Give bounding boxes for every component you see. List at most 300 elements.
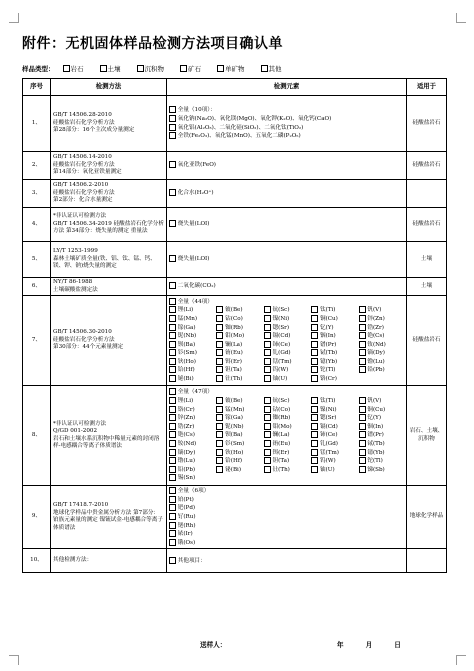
- checkbox-icon[interactable]: [169, 496, 176, 503]
- sample-type-option[interactable]: 单矿物: [217, 64, 245, 73]
- table-row: [23, 386, 447, 486]
- element-label: 铑(Rh): [176, 522, 196, 529]
- element-option[interactable]: [169, 557, 404, 566]
- applies-cell: 硅酸盐岩石: [407, 96, 447, 152]
- element-option[interactable]: [169, 474, 214, 483]
- element-label: 铯(Cs): [176, 432, 195, 439]
- element-option[interactable]: [311, 375, 356, 384]
- month-label: 月: [365, 641, 373, 649]
- checkbox-icon[interactable]: [169, 161, 176, 168]
- element-option[interactable]: [311, 349, 356, 358]
- checkbox-icon[interactable]: [169, 282, 176, 289]
- checkbox-icon[interactable]: [359, 466, 366, 473]
- checkbox-icon[interactable]: [264, 466, 271, 473]
- element-option[interactable]: [169, 220, 404, 229]
- checkbox-icon[interactable]: [359, 358, 366, 365]
- element-label: 钨(W): [270, 367, 289, 374]
- element-option[interactable]: [264, 431, 309, 440]
- checkbox-icon[interactable]: [264, 440, 271, 447]
- element-option[interactable]: [169, 449, 214, 458]
- element-option[interactable]: [216, 423, 261, 432]
- sample-type-option[interactable]: 其他: [261, 64, 282, 73]
- element-option[interactable]: [216, 440, 261, 449]
- checkbox-icon[interactable]: [180, 65, 187, 72]
- element-option[interactable]: [216, 466, 261, 475]
- element-label: 钇(Y): [318, 324, 334, 331]
- element-option[interactable]: [359, 449, 404, 458]
- applies-cell: 硅酸盐岩石: [407, 152, 447, 180]
- element-option[interactable]: [359, 457, 404, 466]
- checkbox-icon[interactable]: [264, 414, 271, 421]
- element-option[interactable]: [169, 282, 404, 291]
- element-option[interactable]: [169, 466, 214, 475]
- element-label: 钕(Nd): [176, 440, 197, 447]
- element-label: 铂(Pt): [176, 496, 194, 503]
- element-option[interactable]: [216, 315, 261, 324]
- checkbox-icon[interactable]: [359, 431, 366, 438]
- checkbox-icon[interactable]: [359, 349, 366, 356]
- checkbox-icon[interactable]: [169, 349, 176, 356]
- element-option[interactable]: [169, 423, 214, 432]
- element-label: 铋(Bi): [223, 466, 242, 473]
- element-label: 镝(Dy): [176, 449, 196, 456]
- element-option[interactable]: [169, 189, 404, 198]
- element-label: 铕(Eu): [270, 440, 291, 447]
- element-option[interactable]: [264, 406, 309, 415]
- crop-mark-top-left: [9, 13, 19, 23]
- element-option[interactable]: [169, 106, 404, 115]
- element-label: 铀(U): [318, 466, 335, 473]
- element-option[interactable]: [359, 341, 404, 350]
- element-option[interactable]: [359, 414, 404, 423]
- element-option[interactable]: [169, 530, 404, 539]
- checkbox-icon[interactable]: [264, 324, 271, 331]
- sample-type-option[interactable]: 土壤: [100, 64, 121, 73]
- element-option[interactable]: [216, 349, 261, 358]
- element-option[interactable]: [169, 487, 404, 496]
- element-option[interactable]: [169, 341, 214, 350]
- applies-cell: 地球化学样品: [407, 486, 447, 549]
- element-option[interactable]: [169, 496, 404, 505]
- checkbox-icon[interactable]: [169, 414, 176, 421]
- element-label: 二氧化碳(CO₂): [176, 283, 216, 290]
- checkbox-icon[interactable]: [169, 115, 176, 122]
- method-line: 岩石和土壤水系沉积物中稀量元素的封闭溶样-电感耦合等离子体质谱法: [53, 435, 160, 450]
- checkbox-icon[interactable]: [169, 315, 176, 322]
- element-option[interactable]: [216, 332, 261, 341]
- element-option[interactable]: [169, 306, 214, 315]
- element-option[interactable]: [311, 397, 356, 406]
- date-fields: [337, 639, 401, 649]
- element-option[interactable]: [216, 449, 261, 458]
- element-label: 锌(Zn): [176, 415, 196, 422]
- checkbox-icon[interactable]: [264, 449, 271, 456]
- elements-cell: [167, 549, 407, 573]
- checkbox-icon[interactable]: [264, 358, 271, 365]
- element-option[interactable]: [169, 414, 214, 423]
- checkbox-icon[interactable]: [169, 457, 176, 464]
- element-option[interactable]: [359, 315, 404, 324]
- checkbox-icon[interactable]: [169, 341, 176, 348]
- method-line: 土壤碳酸盐测定法: [53, 286, 98, 293]
- applies-cell: [407, 180, 447, 208]
- element-label: 钪(Sc): [270, 307, 290, 314]
- elements-cell: [167, 152, 407, 180]
- method-line: 硅酸盐岩石化学分析方法: [53, 189, 115, 196]
- checkbox-icon[interactable]: [359, 406, 366, 413]
- element-label: 铬(Cr): [176, 406, 195, 413]
- element-option[interactable]: [169, 255, 404, 264]
- checkbox-icon[interactable]: [169, 397, 176, 404]
- checkbox-icon[interactable]: [169, 189, 176, 196]
- element-option[interactable]: [359, 406, 404, 415]
- element-option[interactable]: [359, 358, 404, 367]
- element-label: 铬(Cr): [318, 376, 337, 383]
- element-option[interactable]: [264, 366, 309, 375]
- checkbox-icon[interactable]: [63, 65, 70, 72]
- method-cell: [51, 96, 167, 152]
- element-label: 铍(Be): [223, 307, 243, 314]
- year-label: 年: [337, 641, 344, 649]
- row-number: 8、: [23, 386, 51, 486]
- element-option[interactable]: [311, 431, 356, 440]
- element-option[interactable]: [264, 466, 309, 475]
- elements-cell: [167, 96, 407, 152]
- method-cell: [51, 386, 167, 486]
- element-option[interactable]: [359, 440, 404, 449]
- checkbox-icon[interactable]: [264, 397, 271, 404]
- element-option[interactable]: [169, 124, 404, 133]
- checkbox-icon[interactable]: [169, 124, 176, 131]
- method-cell: [51, 549, 167, 573]
- element-label: 全量（47项）: [176, 389, 213, 396]
- checkbox-icon[interactable]: [359, 306, 366, 313]
- element-label: 全量（10项）：: [176, 107, 216, 114]
- method-line: NY/T 86-1988: [53, 279, 93, 285]
- element-label: 钌(Ru): [176, 513, 196, 520]
- element-option[interactable]: [264, 423, 309, 432]
- element-option[interactable]: [169, 406, 214, 415]
- checkbox-icon[interactable]: [359, 341, 366, 348]
- element-option[interactable]: [169, 324, 214, 333]
- element-label: 镱(Yb): [365, 449, 385, 456]
- checkbox-icon[interactable]: [169, 504, 176, 511]
- element-label: 镧(La): [270, 432, 290, 439]
- element-option[interactable]: [359, 423, 404, 432]
- element-label: 铷(Rb): [270, 415, 291, 422]
- element-option[interactable]: [216, 397, 261, 406]
- element-option[interactable]: [264, 414, 309, 423]
- element-option[interactable]: [216, 414, 261, 423]
- checkbox-icon[interactable]: [359, 397, 366, 404]
- element-label: 锶(Sr): [270, 324, 290, 331]
- method-line: 硅酸盐岩石化学分析方法: [53, 161, 115, 168]
- element-option[interactable]: [216, 431, 261, 440]
- method-cell: [51, 242, 167, 278]
- element-option[interactable]: [311, 457, 356, 466]
- element-label: 铽(Tb): [318, 350, 338, 357]
- checkbox-icon[interactable]: [169, 324, 176, 331]
- element-option[interactable]: [169, 457, 214, 466]
- checkbox-icon[interactable]: [264, 423, 271, 430]
- checkbox-icon[interactable]: [169, 557, 176, 564]
- element-option[interactable]: [311, 341, 356, 350]
- method-line: *非认证认可检测方法: [53, 420, 107, 427]
- header-applies: 适用于: [407, 79, 447, 96]
- element-option[interactable]: [169, 397, 214, 406]
- elements-cell: [167, 296, 407, 386]
- element-label: 镉(Cd): [318, 423, 338, 430]
- element-label: 锂(Li): [176, 398, 194, 405]
- day-label: 日: [394, 641, 401, 649]
- element-label: 钽(Ta): [223, 367, 242, 374]
- checkbox-icon[interactable]: [359, 366, 366, 373]
- element-option[interactable]: [359, 431, 404, 440]
- checkbox-icon[interactable]: [169, 431, 176, 438]
- element-option[interactable]: [169, 504, 404, 513]
- element-option[interactable]: [169, 513, 404, 522]
- element-option[interactable]: [169, 298, 404, 307]
- element-option[interactable]: [311, 324, 356, 333]
- element-option[interactable]: [359, 466, 404, 475]
- element-option[interactable]: [169, 522, 404, 531]
- element-option[interactable]: [264, 306, 309, 315]
- sample-type-option[interactable]: 岩石: [63, 64, 84, 73]
- element-label: 镍(Ni): [318, 406, 337, 413]
- element-label: 锇(Os): [176, 539, 196, 546]
- checkbox-icon[interactable]: [169, 513, 176, 520]
- element-option[interactable]: [359, 349, 404, 358]
- element-label: 钽(Ta): [270, 458, 290, 465]
- element-option[interactable]: [311, 423, 356, 432]
- checkbox-icon[interactable]: [264, 457, 271, 464]
- checkbox-icon[interactable]: [169, 522, 176, 529]
- row-number: 10、: [23, 549, 51, 573]
- checkbox-icon[interactable]: [359, 457, 366, 464]
- crop-mark-top-right: [456, 13, 466, 23]
- checkbox-icon[interactable]: [169, 332, 176, 339]
- checkbox-icon[interactable]: [169, 423, 176, 430]
- checkbox-icon[interactable]: [359, 423, 366, 430]
- element-option[interactable]: [264, 397, 309, 406]
- row-number: 1、: [23, 96, 51, 152]
- checkbox-icon[interactable]: [169, 358, 176, 365]
- element-label: 烧失量(LOI): [176, 221, 210, 228]
- element-option[interactable]: [311, 449, 356, 458]
- element-option[interactable]: [264, 332, 309, 341]
- checkbox-icon[interactable]: [169, 440, 176, 447]
- element-label: 钬(Ho): [176, 358, 196, 365]
- checkbox-icon[interactable]: [169, 487, 176, 494]
- element-option[interactable]: [311, 466, 356, 475]
- checkbox-icon[interactable]: [169, 306, 176, 313]
- checkbox-icon[interactable]: [169, 255, 176, 262]
- element-option[interactable]: [169, 358, 214, 367]
- element-option[interactable]: [264, 358, 309, 367]
- checkbox-icon[interactable]: [264, 332, 271, 339]
- checkbox-icon[interactable]: [169, 132, 176, 139]
- checkbox-icon[interactable]: [100, 65, 107, 72]
- checkbox-icon[interactable]: [264, 315, 271, 322]
- checkbox-icon[interactable]: [359, 324, 366, 331]
- elements-cell: [167, 486, 407, 549]
- element-grid: [169, 306, 404, 383]
- checkbox-icon[interactable]: [169, 406, 176, 413]
- elements-cell: [167, 180, 407, 208]
- checkbox-icon[interactable]: [264, 366, 271, 373]
- element-option[interactable]: [264, 324, 309, 333]
- checkbox-icon[interactable]: [169, 106, 176, 113]
- element-option[interactable]: [311, 358, 356, 367]
- method-cell: [51, 296, 167, 386]
- element-option[interactable]: [359, 397, 404, 406]
- element-option[interactable]: [169, 539, 404, 548]
- element-option[interactable]: [264, 341, 309, 350]
- element-option[interactable]: [216, 358, 261, 367]
- element-option[interactable]: [169, 349, 214, 358]
- element-option[interactable]: [169, 440, 214, 449]
- elements-cell: [167, 242, 407, 278]
- element-option[interactable]: [169, 388, 404, 397]
- method-confirmation-table: [22, 78, 447, 573]
- element-option[interactable]: [216, 457, 261, 466]
- element-option[interactable]: [311, 306, 356, 315]
- element-label: 铯(Cs): [365, 333, 385, 340]
- checkbox-icon[interactable]: [264, 431, 271, 438]
- element-grid: [169, 397, 404, 483]
- method-cell: [51, 180, 167, 208]
- row-number: 9、: [23, 486, 51, 549]
- element-option[interactable]: [169, 115, 404, 124]
- element-option[interactable]: [311, 366, 356, 375]
- element-label: 铽(Tb): [365, 440, 385, 447]
- element-option[interactable]: [169, 332, 214, 341]
- checkbox-icon[interactable]: [359, 414, 366, 421]
- checkbox-icon[interactable]: [264, 341, 271, 348]
- sample-type-option[interactable]: 矿石: [180, 64, 201, 73]
- checkbox-icon[interactable]: [264, 375, 271, 382]
- element-option[interactable]: [264, 457, 309, 466]
- checkbox-icon[interactable]: [359, 449, 366, 456]
- element-option[interactable]: [359, 366, 404, 375]
- element-label: 钼(Mo): [223, 333, 245, 340]
- element-label: 铍(Be): [223, 398, 243, 405]
- checkbox-icon[interactable]: [169, 449, 176, 456]
- element-label: 钒(V): [365, 307, 382, 314]
- applies-cell: 土壤: [407, 278, 447, 296]
- checkbox-icon[interactable]: [137, 65, 144, 72]
- element-option[interactable]: [216, 306, 261, 315]
- checkbox-icon[interactable]: [359, 315, 366, 322]
- checkbox-icon[interactable]: [264, 406, 271, 413]
- element-label: 镱(Yb): [318, 358, 338, 365]
- checkbox-icon[interactable]: [169, 530, 176, 537]
- checkbox-icon[interactable]: [261, 65, 268, 72]
- method-line: GB/T 17418.7-2010: [53, 502, 109, 509]
- element-option[interactable]: [264, 349, 309, 358]
- applies-cell: 硅酸盐岩石: [407, 296, 447, 386]
- element-option[interactable]: [169, 161, 404, 170]
- element-option[interactable]: [311, 332, 356, 341]
- element-option[interactable]: [311, 414, 356, 423]
- element-label: 钯(Pd): [176, 505, 196, 512]
- element-label: 锆(Zr): [176, 423, 195, 430]
- element-option[interactable]: [169, 366, 214, 375]
- element-option[interactable]: [264, 375, 309, 384]
- element-option[interactable]: [311, 406, 356, 415]
- checkbox-icon[interactable]: [264, 306, 271, 313]
- element-option[interactable]: [216, 375, 261, 384]
- element-label: 钛(Ti): [318, 398, 336, 405]
- sample-type-option[interactable]: 沉积物: [137, 64, 165, 73]
- method-line: 第2部分：化合水量测定: [53, 197, 113, 204]
- element-label: 其他项目：: [176, 557, 206, 564]
- element-label: 钆(Gd): [318, 440, 338, 447]
- element-option[interactable]: [216, 406, 261, 415]
- table-row: [23, 152, 447, 180]
- checkbox-icon[interactable]: [169, 474, 176, 481]
- method-line: GB/T 14506.14-2010: [53, 154, 112, 161]
- element-option[interactable]: [216, 324, 261, 333]
- element-option[interactable]: [311, 440, 356, 449]
- element-label: 镓(Ga): [223, 415, 243, 422]
- element-label: 镥(Lu): [176, 458, 196, 465]
- method-line: Q/GD 001-2002: [53, 428, 98, 435]
- element-option[interactable]: [264, 440, 309, 449]
- element-option[interactable]: [264, 315, 309, 324]
- element-option[interactable]: [311, 315, 356, 324]
- element-label: 铊(Tl): [365, 458, 383, 465]
- element-label: 镉(Cd): [270, 333, 291, 340]
- checkbox-icon[interactable]: [169, 539, 176, 546]
- checkbox-icon[interactable]: [169, 388, 176, 395]
- checkbox-icon[interactable]: [359, 440, 366, 447]
- method-cell: [51, 278, 167, 296]
- element-option[interactable]: [359, 332, 404, 341]
- element-label: 铕(Eu): [223, 350, 243, 357]
- row-number: 6、: [23, 278, 51, 296]
- checkbox-icon[interactable]: [359, 332, 366, 339]
- checkbox-icon[interactable]: [264, 349, 271, 356]
- element-label: 铅(Pb): [176, 466, 196, 473]
- header-no: 序号: [23, 79, 51, 96]
- method-line: *非认证认可检测方法: [53, 213, 107, 220]
- element-option[interactable]: [169, 375, 214, 384]
- element-option[interactable]: [169, 315, 214, 324]
- checkbox-icon[interactable]: [169, 298, 176, 305]
- element-option[interactable]: [216, 366, 261, 375]
- method-line: GB/T 14506.2-2010: [53, 182, 109, 189]
- element-option[interactable]: [169, 132, 404, 141]
- checkbox-icon[interactable]: [169, 366, 176, 373]
- element-label: 锰(Mn): [223, 406, 245, 413]
- table-row: [23, 278, 447, 296]
- method-cell: [51, 486, 167, 549]
- element-option[interactable]: [264, 449, 309, 458]
- element-label: 锆(Zr): [365, 324, 384, 331]
- checkbox-icon[interactable]: [217, 65, 224, 72]
- checkbox-icon[interactable]: [169, 466, 176, 473]
- element-option[interactable]: [359, 306, 404, 315]
- element-option[interactable]: [216, 341, 261, 350]
- checkbox-icon[interactable]: [169, 375, 176, 382]
- element-label: 铌(Nb): [223, 423, 244, 430]
- element-label: 铊(Tl): [318, 367, 336, 374]
- checkbox-icon[interactable]: [169, 220, 176, 227]
- element-label: 锂(Li): [176, 307, 194, 314]
- element-option[interactable]: [359, 324, 404, 333]
- element-option[interactable]: [169, 431, 214, 440]
